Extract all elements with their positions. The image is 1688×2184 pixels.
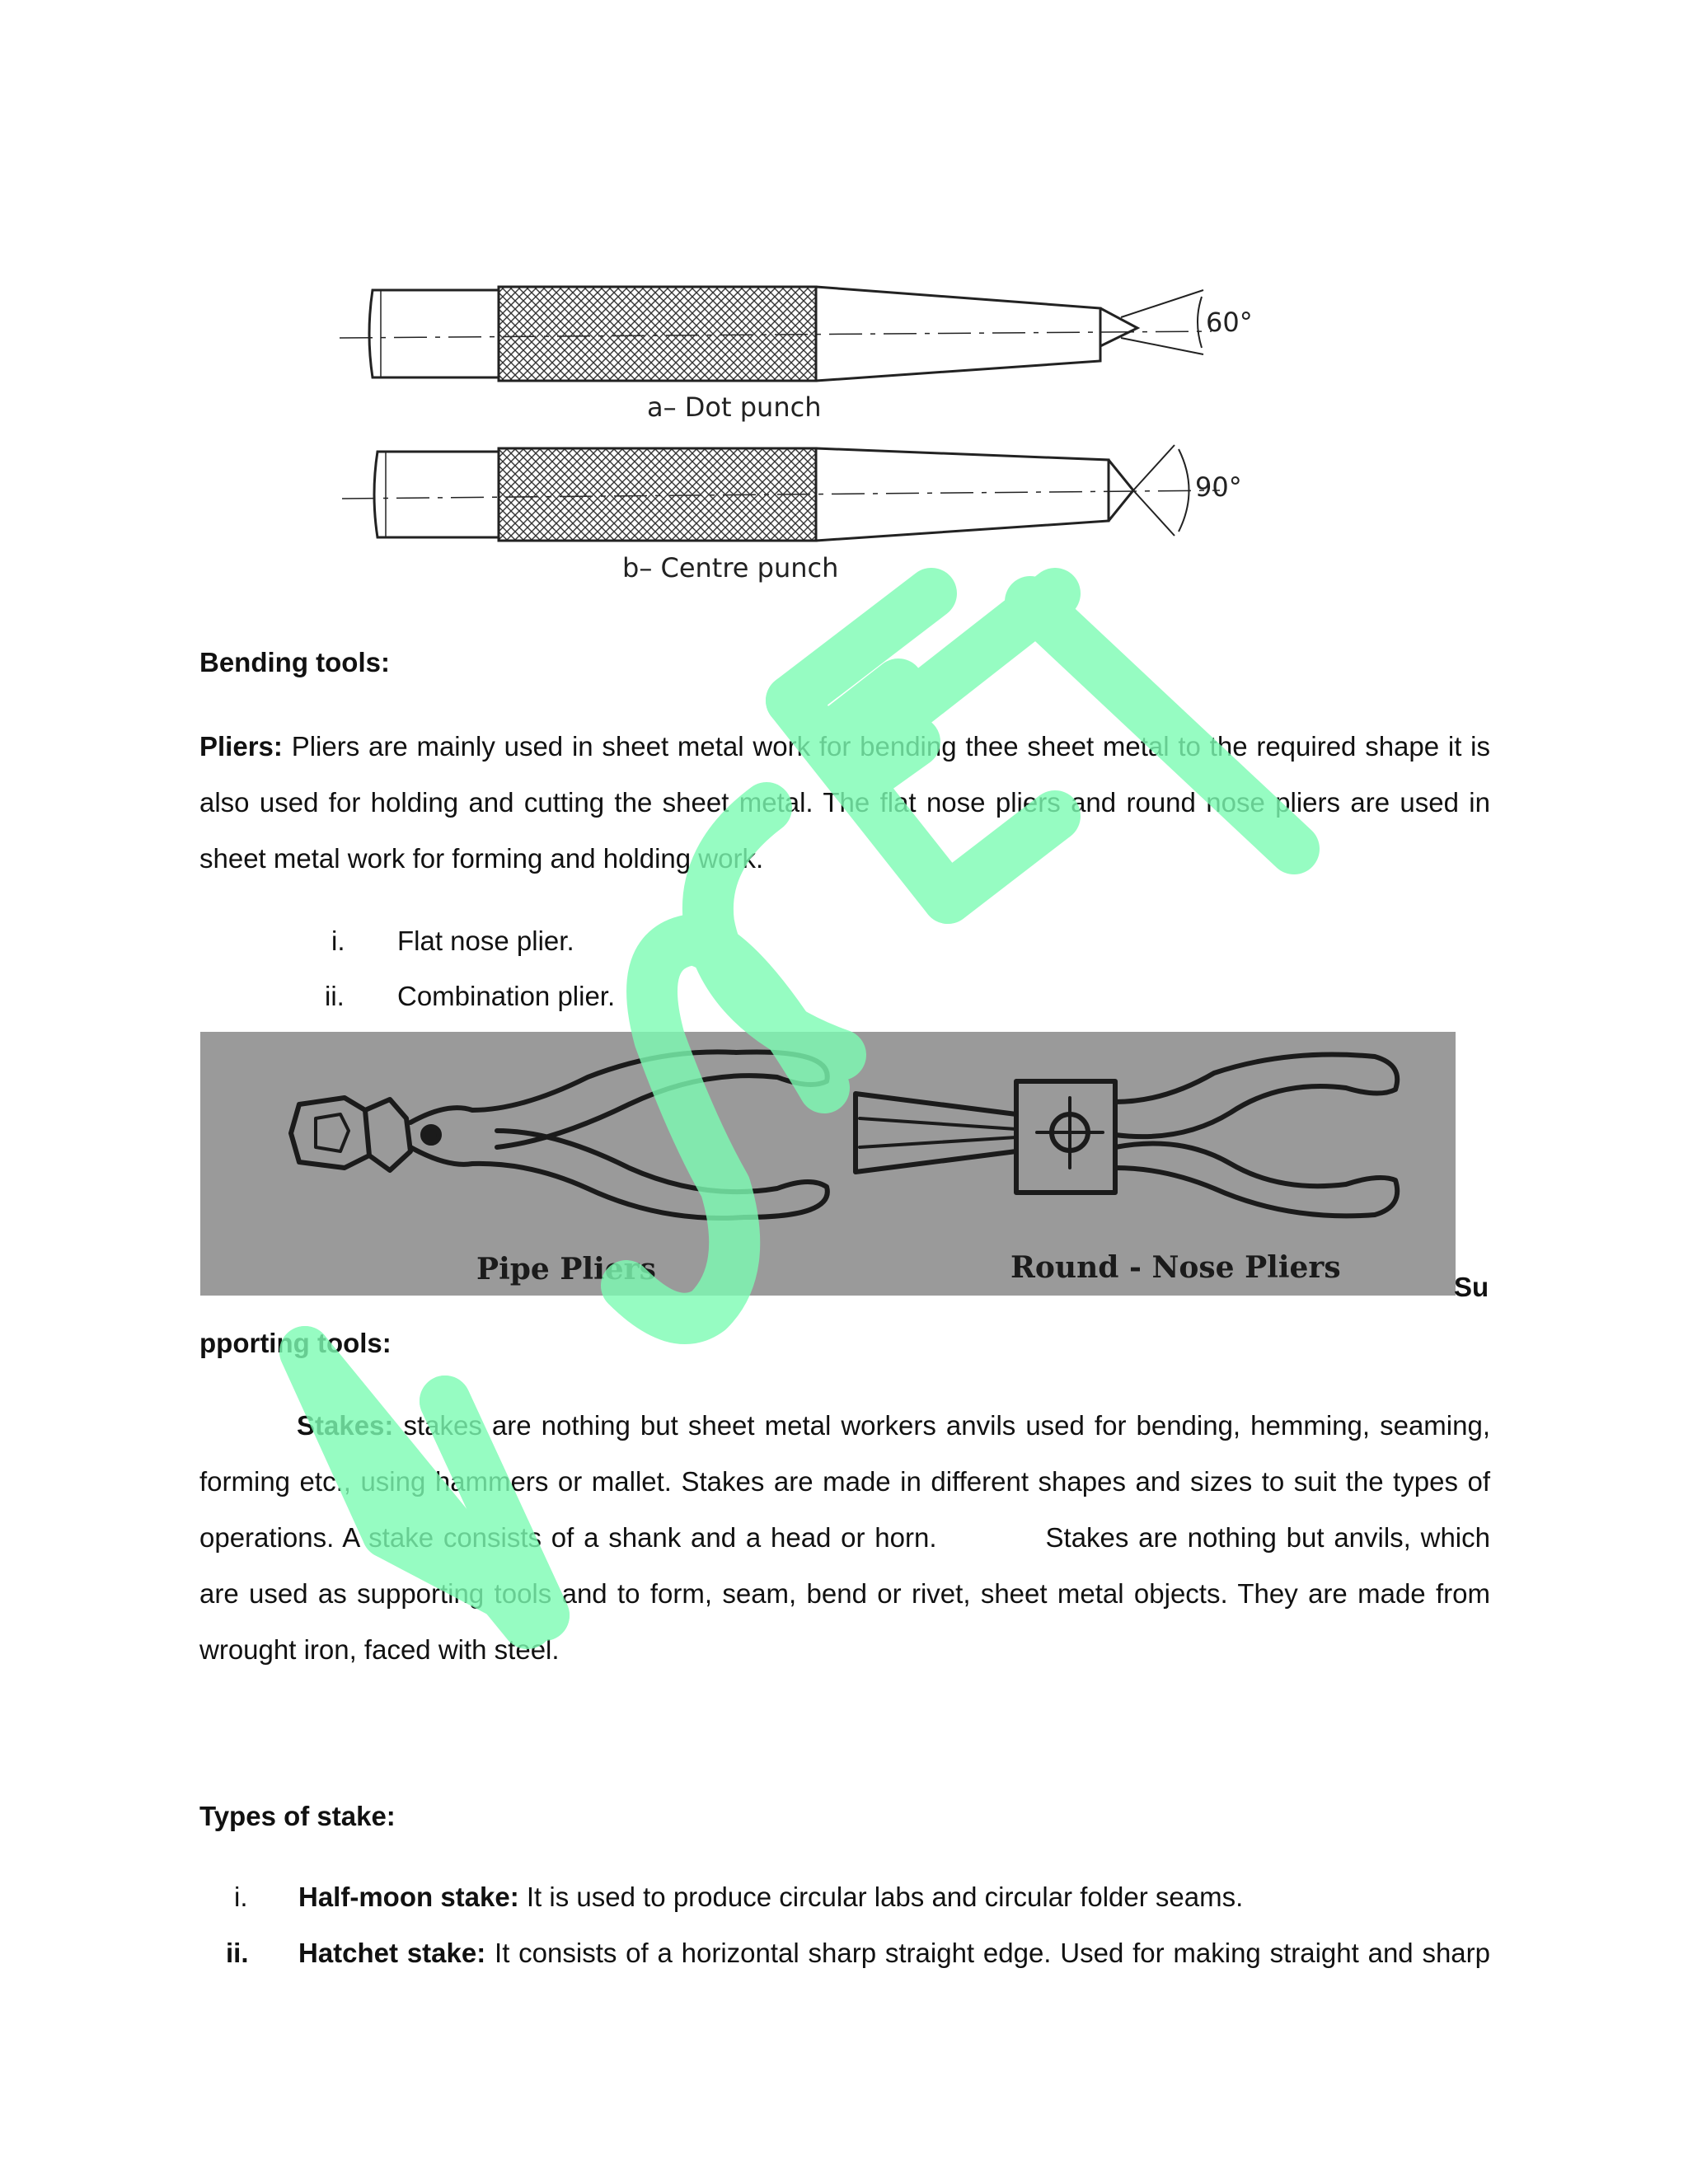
list-item <box>298 1881 1243 1914</box>
hatchet-stake-text: It consists of a horizontal sharp straight edge. Used for making straight and sharp <box>495 1938 1491 1968</box>
dot-punch-drawing <box>340 287 1212 381</box>
pliers-term: Pliers: <box>199 731 283 762</box>
stakes-paragraph <box>199 1398 1490 1678</box>
centre-punch-drawing <box>342 445 1220 541</box>
list-item <box>298 1937 1490 1970</box>
punch-figure <box>330 239 1261 602</box>
bending-tools-heading: Bending tools: <box>199 647 390 677</box>
half-moon-stake-term: Half-moon stake: <box>298 1882 519 1912</box>
centre-punch-label: b– Centre punch <box>622 552 839 583</box>
stakes-text-line1: stakes are nothing but sheet metal workers anvils used for bending, hemming, seaming, <box>403 1410 1490 1441</box>
half-moon-stake-text: It is used to produce circular labs and circular folder seams. <box>526 1882 1244 1912</box>
list-item: Combination plier. <box>397 981 616 1011</box>
round-nose-pliers-label: Round - Nose Pliers <box>1010 1250 1341 1285</box>
list-item-num: i. <box>234 1882 248 1912</box>
pliers-paragraph <box>199 719 1490 887</box>
stakes-first-line <box>199 1398 1490 1454</box>
list-item-num: ii. <box>226 1938 249 1968</box>
list-item: Flat nose plier. <box>397 926 574 956</box>
pipe-pliers-label: Pipe Pliers <box>476 1252 656 1286</box>
supporting-tools-heading-part2: pporting tools: <box>199 1328 392 1358</box>
centre-punch-angle: 90° <box>1195 471 1242 503</box>
pliers-text: Pliers are mainly used in sheet metal work for bending thee sheet metal to the required shape it is also used for holding and cutting the sheet metal. The flat nose pliers and round nose pliers are used in sheet metal work for forming and holding work. <box>199 731 1490 874</box>
list-item-num: ii. <box>325 981 345 1011</box>
types-of-stake-heading: Types of stake: <box>199 1801 396 1831</box>
list-item-num: i. <box>331 926 345 956</box>
supporting-tools-heading-part1: Su <box>1454 1272 1489 1302</box>
hatchet-stake-term: Hatchet stake: <box>298 1938 486 1968</box>
stakes-term: Stakes: <box>297 1410 394 1441</box>
stakes-text-rest: forming etc., using hammers or mallet. Stakes are made in different shapes and sizes to suit the types of operations. A stake consists of a shank and a head or horn. Stakes are nothing but anvils, which are used as supporting tools and to form, seam, bend or rivet, sheet metal objects. They are made from wrought iron, faced with steel. <box>199 1466 1490 1665</box>
dot-punch-angle: 60° <box>1206 307 1253 338</box>
dot-punch-label: a– Dot punch <box>647 391 822 423</box>
pliers-figure <box>200 1032 1456 1296</box>
